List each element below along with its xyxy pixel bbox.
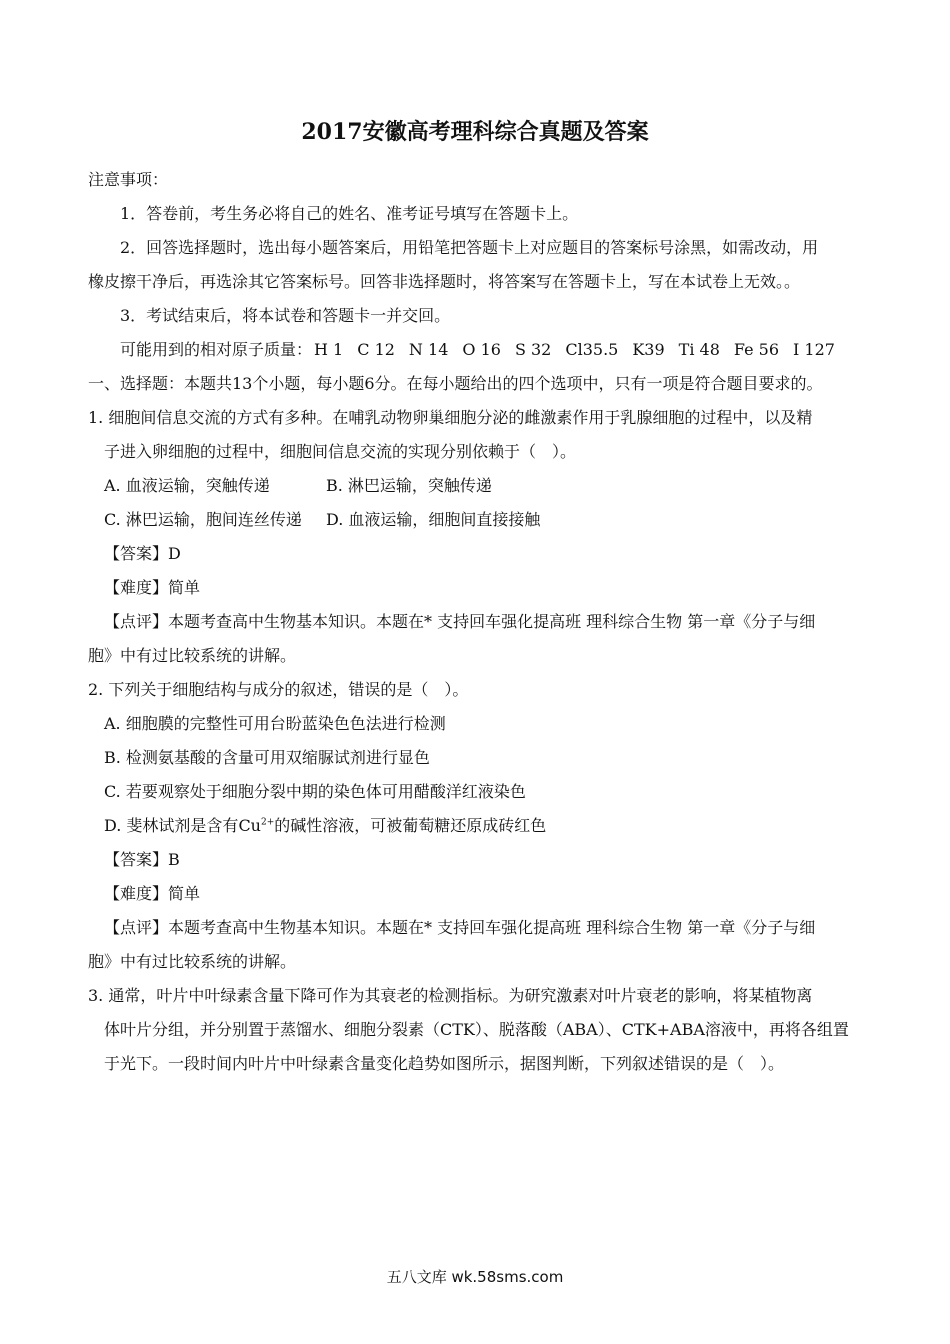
q2-option-b: B. 检测氨基酸的含量可用双缩脲试剂进行显色 xyxy=(104,748,430,767)
q2-option-d-ion: Cu xyxy=(238,816,261,835)
notice-3: 3．考试结束后，将本试卷和答题卡一并交回。 xyxy=(120,306,451,325)
q2-option-d xyxy=(104,816,546,836)
q3-stem-line3: 于光下。一段时间内叶片中叶绿素含量变化趋势如图所示，据图判断，下列叙述错误的是（ ）。 xyxy=(104,1054,785,1073)
q2-answer: 【答案】B xyxy=(104,850,180,869)
q1-option-a: A. 血液运输，突触传递 xyxy=(104,476,270,495)
q1-comment-line1: 【点评】本题考查高中生物基本知识。本题在* 支持回车强化提高班 理科综合生物 第一章《分子与细 xyxy=(104,612,816,631)
section-heading: 一、选择题：本题共13个小题，每小题6分。在每小题给出的四个选项中，只有一项是符合题目要求的。 xyxy=(88,374,823,393)
atomic-mass-ti: Ti 48 xyxy=(678,340,720,359)
q2-stem: 2. 下列关于细胞结构与成分的叙述，错误的是（ ）。 xyxy=(88,680,469,699)
q1-option-b: B. 淋巴运输，突触传递 xyxy=(326,476,492,495)
atomic-mass-k: K39 xyxy=(632,340,665,359)
atomic-mass-c: C 12 xyxy=(357,340,395,359)
q2-option-a: A. 细胞膜的完整性可用台盼蓝染色色法进行检测 xyxy=(104,714,446,733)
atomic-mass-fe: Fe 56 xyxy=(733,340,780,359)
atomic-mass-i: I 127 xyxy=(793,340,835,359)
q1-difficulty: 【难度】简单 xyxy=(104,578,201,597)
q2-option-d-charge: 2+ xyxy=(260,817,275,828)
q1-options-row2 xyxy=(104,510,540,530)
notice-2: 2．回答选择题时，选出每小题答案后，用铅笔把答题卡上对应题目的答案标号涂黑，如需改动，用 xyxy=(120,238,819,257)
atomic-mass-h: H 1 xyxy=(314,340,344,359)
page-footer: 五八文库 wk.58sms.com xyxy=(386,1268,564,1286)
q3-stem-line1: 3. 通常，叶片中叶绿素含量下降可作为其衰老的检测指标。为研究激素对叶片衰老的影响，将某植物离 xyxy=(88,986,813,1005)
atomic-mass-s: S 32 xyxy=(514,340,552,359)
atomic-mass-cl: Cl35.5 xyxy=(565,340,619,359)
notice-2-cont: 橡皮擦干净后，再选涂其它答案标号。回答非选择题时，将答案写在答题卡上，写在本试卷上无效。。 xyxy=(88,272,801,291)
q1-answer: 【答案】D xyxy=(104,544,181,563)
q1-stem-line2: 子进入卵细胞的过程中，细胞间信息交流的实现分别依赖于（ ）。 xyxy=(104,442,577,461)
q2-comment-line1: 【点评】本题考查高中生物基本知识。本题在* 支持回车强化提高班 理科综合生物 第一章《分子与细 xyxy=(104,918,816,937)
q1-option-d: D. 血液运输，细胞间直接接触 xyxy=(326,510,541,529)
q2-comment-line2: 胞》中有过比较系统的讲解。 xyxy=(88,952,297,971)
q2-option-c: C. 若要观察处于细胞分裂中期的染色体可用醋酸洋红液染色 xyxy=(104,782,526,801)
q3-stem-line2: 体叶片分组，并分别置于蒸馏水、细胞分裂素（CTK）、脱落酸（ABA）、CTK+ABA溶液中，再将各组置 xyxy=(104,1020,849,1039)
q1-comment-line2: 胞》中有过比较系统的讲解。 xyxy=(88,646,297,665)
atomic-masses xyxy=(120,340,835,360)
atomic-label: 可能用到的相对原子质量： xyxy=(120,340,313,359)
notice-heading: 注意事项： xyxy=(88,170,169,189)
q2-option-d-after: 的碱性溶液，可被葡萄糖还原成砖红色 xyxy=(274,816,547,835)
atomic-mass-n: N 14 xyxy=(408,340,449,359)
q1-stem-line1: 1. 细胞间信息交流的方式有多种。在哺乳动物卵巢细胞分泌的雌激素作用于乳腺细胞的过程中，以及精 xyxy=(88,408,813,427)
notice-1: 1．答卷前，考生务必将自己的姓名、准考证号填写在答题卡上。 xyxy=(120,204,579,223)
q1-option-c: C. 淋巴运输，胞间连丝传递 xyxy=(104,510,302,529)
q2-option-d-before: D. 斐林试剂是含有 xyxy=(104,816,239,835)
page-title: 2017安徽高考理科综合真题及答案 xyxy=(301,119,649,145)
q2-difficulty: 【难度】简单 xyxy=(104,884,201,903)
atomic-mass-o: O 16 xyxy=(462,340,501,359)
q1-options-row1 xyxy=(104,476,492,496)
